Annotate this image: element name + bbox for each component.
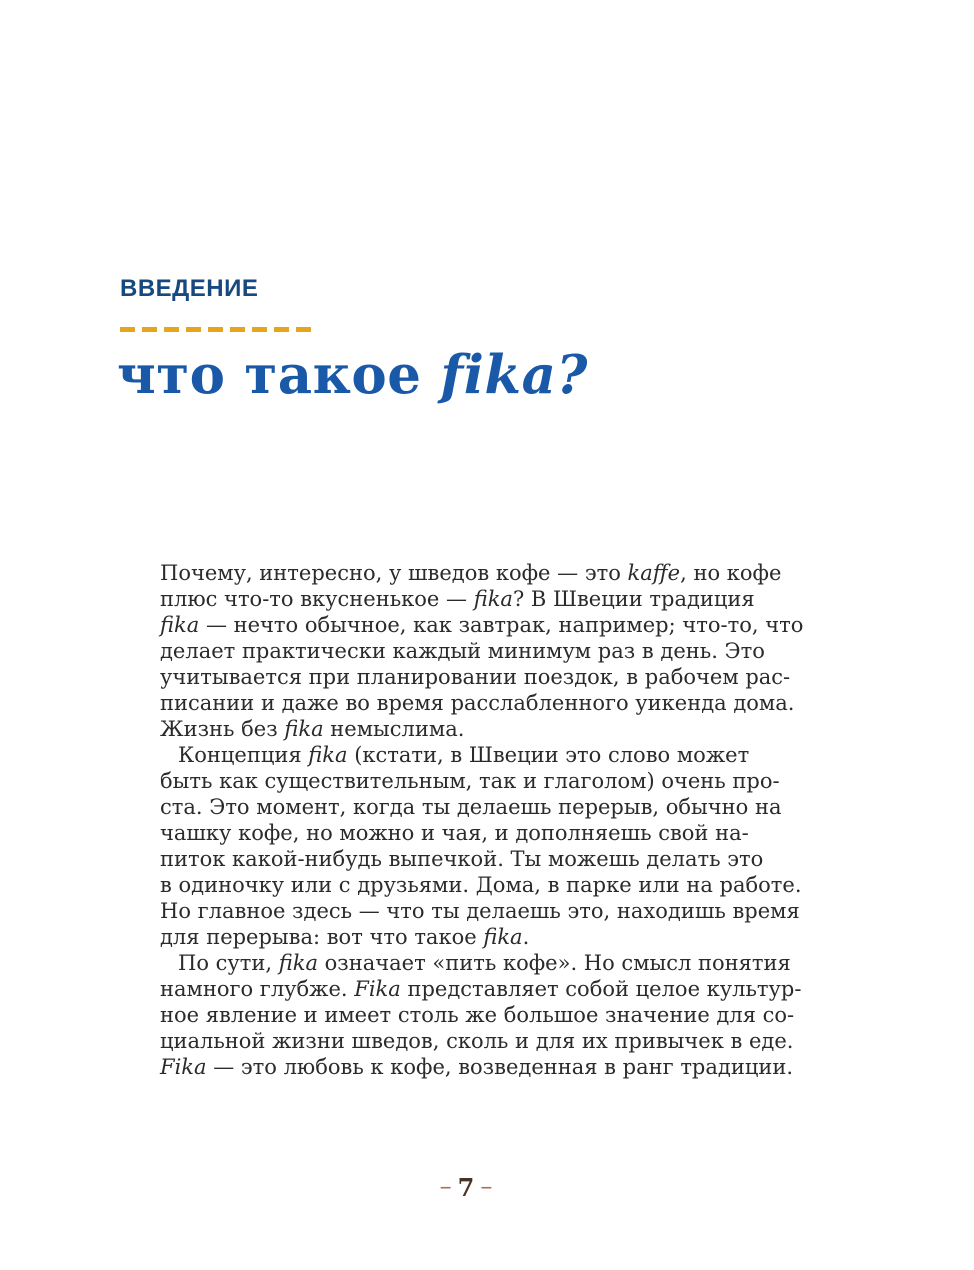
folio-dash-left: – [439,1172,452,1200]
text-line: Почему, интересно, у шведов кофе — это kaffe, но кофе [160,561,782,585]
text-line: Fika — это любовь к кофе, возведенная в ранг традиции. [160,1055,793,1079]
paragraph [160,950,850,1080]
text-line: плюс что-то вкусненькое — fika? В Швеции традиция [160,587,755,611]
folio-dash-right: – [480,1172,493,1200]
dashed-divider [120,327,318,332]
text-line: Концепция fika (кстати, в Швеции это слово может [178,743,750,767]
text-line: в одиночку или с друзьями. Дома, в парке или на работе. [160,873,802,897]
text-line: делает практически каждый минимум раз в день. Это [160,639,765,663]
text-line: учитывается при планировании поездок, в рабочем рас- [160,665,791,689]
text-line: ное явление и имеет столь же большое значение для со- [160,1003,795,1027]
paragraph [160,560,850,742]
section-eyebrow: ВВЕДЕНИЕ [120,275,259,302]
text-line: ста. Это момент, когда ты делаешь перерыв, обычно на [160,795,782,819]
text-line: писании и даже во время расслабленного уикенда дома. [160,691,795,715]
page-number-footer [0,1172,932,1202]
text-line: По сути, fika означает «пить кофе». Но смысл понятия [178,951,791,975]
text-line: питок какой-нибудь выпечкой. Ты можешь делать это [160,847,764,871]
text-line: намного глубже. Fika представляет собой целое культур- [160,977,802,1001]
text-line: циальной жизни шведов, сколь и для их привычек в еде. [160,1029,794,1053]
body-text [160,560,850,1080]
text-line: быть как существительным, так и глаголом) очень про- [160,769,780,793]
title-text: что такое [117,344,441,406]
text-line: чашку кофе, но можно и чая, и дополняешь свой на- [160,821,749,845]
page-number: 7 [457,1173,475,1202]
text-line: для перерыва: вот что такое fika. [160,925,530,949]
page-title [117,344,588,406]
text-line: fika — нечто обычное, как завтрак, например; что-то, что [160,613,804,637]
text-line: Но главное здесь — что ты делаешь это, находишь время [160,899,800,923]
paragraph [160,742,850,950]
text-line: Жизнь без fika немыслима. [160,717,465,741]
title-italic-term: fika? [440,344,588,406]
